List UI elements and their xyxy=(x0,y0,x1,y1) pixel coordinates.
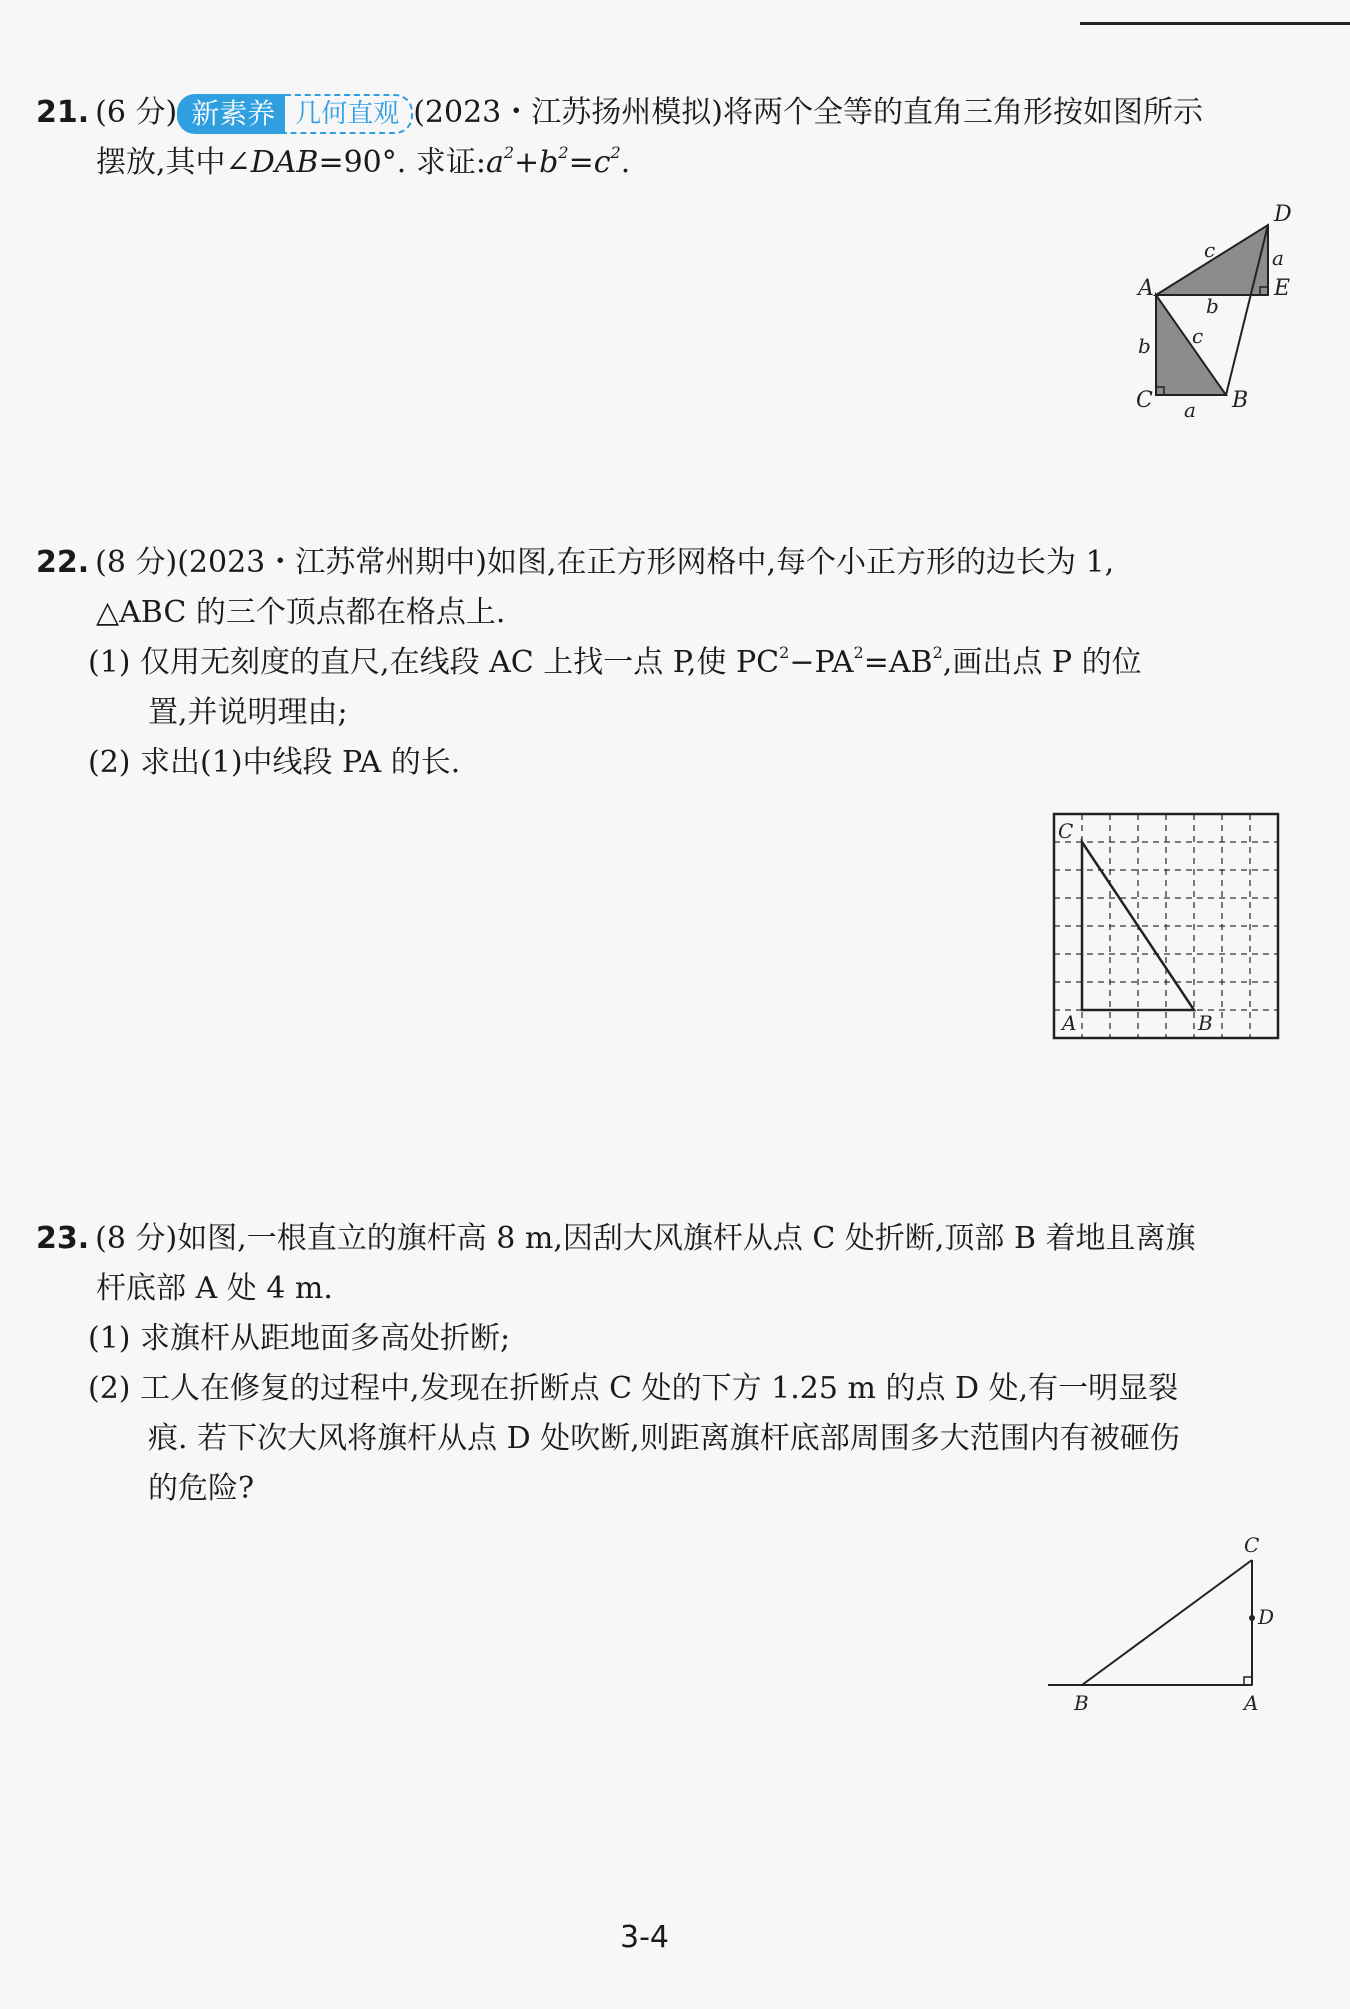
header-rule xyxy=(1080,22,1350,25)
q21-text-2a: 摆放,其中∠ xyxy=(96,145,251,180)
label-B: B xyxy=(1198,1011,1213,1035)
q23-part-2-line2: 痕. 若下次大风将旗杆从点 D 处吹断,则距离旗杆底部周围多大范围内有被砸伤 xyxy=(148,1421,1180,1456)
q22-p1-b: −PA xyxy=(789,645,854,680)
q21-line-1 xyxy=(36,88,1286,138)
question-23 xyxy=(36,1214,1286,1514)
q22-grid-figure xyxy=(1050,810,1282,1042)
question-22 xyxy=(36,538,1286,788)
q22-p1-line2: 置,并说明理由; xyxy=(148,695,348,730)
label-A: A xyxy=(1138,276,1154,301)
label-C: C xyxy=(1136,388,1153,413)
question-number: 22. xyxy=(36,545,90,580)
label-a-side-de: a xyxy=(1272,246,1284,270)
q21-text-2b: =90°. 求证: xyxy=(318,145,486,180)
q22-line-1 xyxy=(36,538,1286,588)
right-angle-a xyxy=(1244,1677,1252,1685)
q22-text-1: 如图,在正方形网格中,每个小正方形的边长为 1, xyxy=(486,545,1115,580)
label-b-side-ac: b xyxy=(1138,334,1151,358)
broken-cb xyxy=(1082,1560,1252,1685)
point-D xyxy=(1249,1615,1255,1621)
q23-text-2: 杆底部 A 处 4 m. xyxy=(96,1271,333,1306)
label-C: C xyxy=(1058,819,1074,843)
q23-part-1: (1) 求旗杆从距地面多高处折断; xyxy=(88,1321,511,1356)
score: (8 分) xyxy=(95,1221,178,1256)
label-C: C xyxy=(1244,1533,1260,1557)
question-21 xyxy=(36,88,1286,188)
score: (6 分) xyxy=(95,95,178,130)
q22-part-2: (2) 求出(1)中线段 PA 的长. xyxy=(88,745,461,780)
label-B: B xyxy=(1074,1691,1089,1715)
score: (8 分) xyxy=(95,545,178,580)
q23-text-1: 如图,一根直立的旗杆高 8 m,因刮大风旗杆从点 C 处折断,顶部 B 着地且离旗 xyxy=(177,1221,1196,1256)
literacy-tag: 新素养 xyxy=(177,94,285,134)
grid-lines xyxy=(1054,814,1278,1038)
label-E: E xyxy=(1274,276,1291,301)
label-A: A xyxy=(1062,1011,1077,1035)
q21-line-2: 摆放,其中∠DAB=90°. 求证$:a^2+b^2=c^2$. xyxy=(96,143,631,180)
literacy-subtag: 几何直观 xyxy=(285,94,413,134)
q22-part-1: (1) 仅用无刻度的直尺,在线段 AC 上找一点 P,使 $PC^2-PA^2=AB^2$,画出点 P 的位 xyxy=(88,643,1142,680)
q21-text-1: 将两个全等的直角三角形按如图所示 xyxy=(722,95,1203,130)
question-number: 21. xyxy=(36,95,90,130)
q23-part-2-line1: (2) 工人在修复的过程中,发现在折断点 C 处的下方 1.25 m 的点 D 处,有一明显裂 xyxy=(88,1371,1179,1406)
q23-part-2-line3: 的危险? xyxy=(148,1471,255,1506)
q23-line-1 xyxy=(36,1214,1286,1264)
angle-label: DAB xyxy=(250,145,319,180)
q22-p1-a: (1) 仅用无刻度的直尺,在线段 AC 上找一点 P,使 PC xyxy=(88,645,780,680)
formula: $a^2+b^2=c^2$ xyxy=(485,143,621,180)
q23-figure xyxy=(1040,1530,1290,1730)
label-c-side-ad: c xyxy=(1204,238,1216,262)
label-b-side-ae: b xyxy=(1206,294,1219,318)
label-D: D xyxy=(1258,1605,1275,1629)
label-D: D xyxy=(1274,202,1292,227)
question-number: 23. xyxy=(36,1221,90,1256)
q22-p1-c: =AB xyxy=(863,645,933,680)
label-c-side-ab: c xyxy=(1192,324,1204,348)
label-B: B xyxy=(1232,388,1249,413)
q21-figure xyxy=(1120,195,1300,435)
label-a-side-cb: a xyxy=(1184,398,1196,422)
q22-p1-d: ,画出点 P 的位 xyxy=(942,645,1142,680)
source: (2023・江苏扬州模拟) xyxy=(413,95,723,130)
page-number: 3-4 xyxy=(620,1920,669,1955)
label-A: A xyxy=(1244,1691,1259,1715)
q22-text-2: △ABC 的三个顶点都在格点上. xyxy=(96,595,506,630)
source: (2023・江苏常州期中) xyxy=(177,545,487,580)
